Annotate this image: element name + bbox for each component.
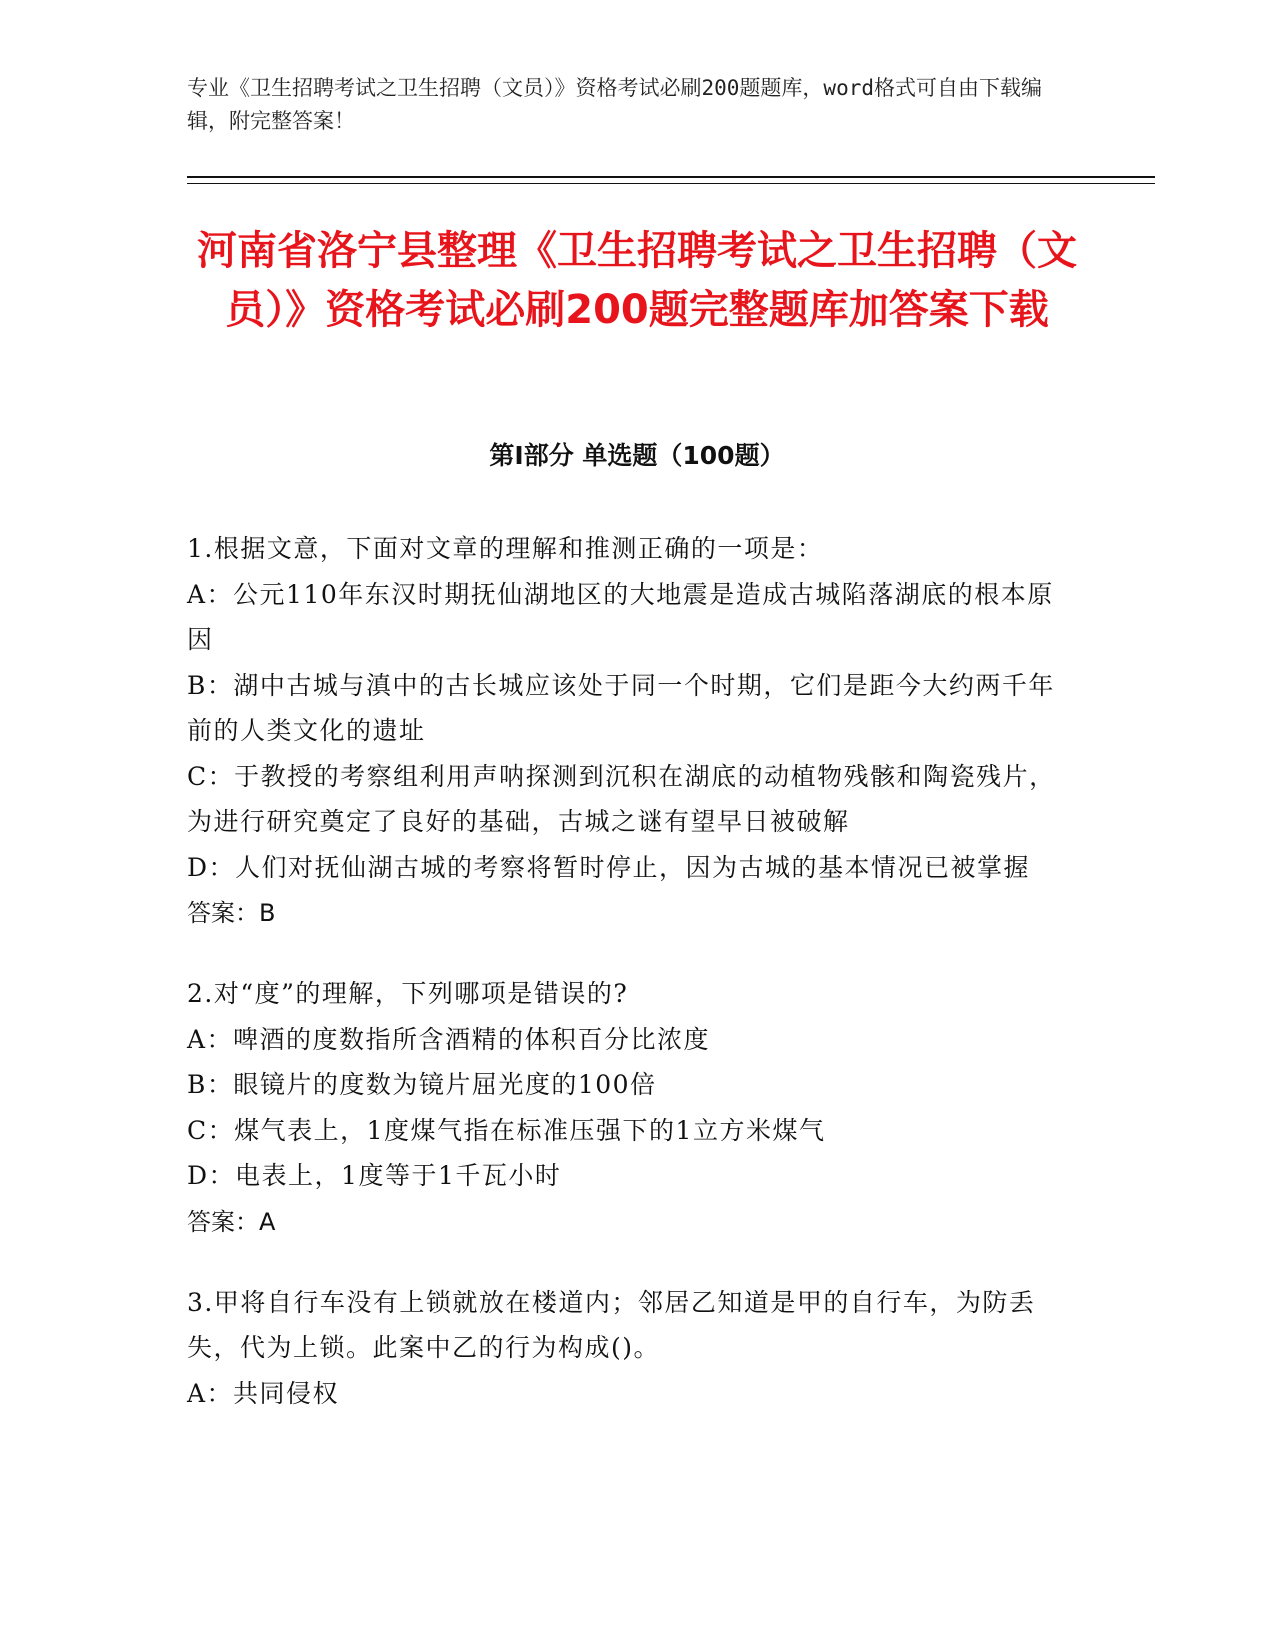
question-1 (187, 526, 1072, 936)
question-option-a: A：共同侵权 (187, 1378, 340, 1408)
question-option-a: A：公元110年东汉时期抚仙湖地区的大地震是造成古城陷落湖底的根本原因 (187, 579, 1054, 654)
question-stem: 1.根据文意，下面对文章的理解和推测正确的一项是： (187, 534, 824, 563)
question-option-b: B：眼镜片的度数为镜片屈光度的100倍 (187, 1070, 657, 1099)
question-option-c: C：于教授的考察组利用声呐探测到沉积在湖底的动植物残骸和陶瓷残片，为进行研究奠定了良好的基础，古城之谜有望早日被破解 (187, 761, 1056, 836)
question-stem: 3.甲将自行车没有上锁就放在楼道内；邻居乙知道是甲的自行车，为防丢失，代为上锁。此案中乙的行为构成()。 (187, 1287, 1036, 1362)
question-option-b: B：湖中古城与滇中的古长城应该处于同一个时期，它们是距今大约两千年前的人类文化的遗址 (187, 670, 1055, 745)
question-option-d: D：电表上，1度等于1千瓦小时 (187, 1161, 562, 1190)
section-title: 第I部分 单选题（100题） (489, 441, 785, 470)
header-divider-thick (187, 176, 1155, 178)
question-option-c: C：煤气表上，1度煤气指在标准压强下的1立方米煤气 (187, 1115, 826, 1145)
question-list (187, 526, 1072, 1451)
question-stem: 2.对“度”的理解，下列哪项是错误的? (187, 979, 629, 1008)
header-divider-thin (187, 183, 1155, 184)
question-option-a: A：啤酒的度数指所含酒精的体积百分比浓度 (187, 1024, 711, 1054)
question-option-d: D：人们对抚仙湖古城的考察将暂时停止，因为古城的基本情况已被掌握 (187, 852, 1031, 882)
question-3 (187, 1280, 1072, 1417)
document-title: 河南省洛宁县整理《卫生招聘考试之卫生招聘（文员）》资格考试必刷200题完整题库加答案下载 (197, 228, 1077, 333)
question-answer: 答案：A (187, 1207, 276, 1236)
question-2 (187, 971, 1072, 1245)
question-answer: 答案：B (187, 899, 276, 927)
header-note: 专业《卫生招聘考试之卫生招聘（文员）》资格考试必刷200题题库，word格式可自由下载编辑，附完整答案！ (187, 76, 1042, 133)
